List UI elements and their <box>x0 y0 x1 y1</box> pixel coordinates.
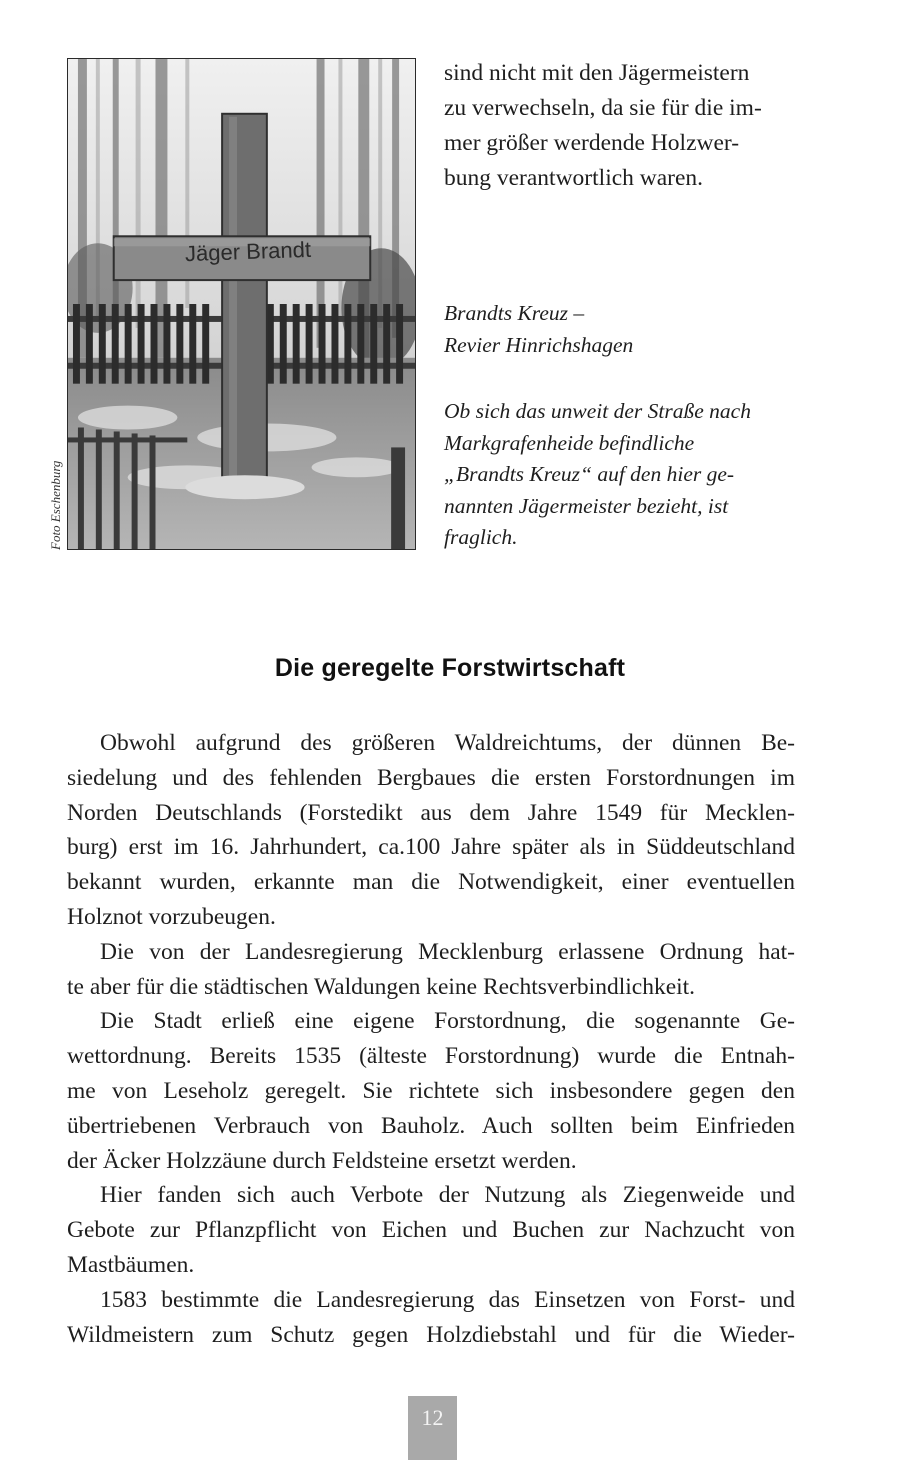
cross-photo-image <box>68 59 415 549</box>
caption-body-line: nannten Jägermeister bezieht, ist <box>444 493 729 518</box>
caption-title <box>444 298 804 361</box>
caption-body-line: Markgrafenheide befindliche <box>444 430 695 455</box>
body-text <box>67 726 795 1352</box>
text-line: Die von der Landesregierung Mecklenburg erlassene Ordnung hat- <box>100 938 795 965</box>
caption-body-line: Ob sich das unweit der Straße nach <box>444 399 751 423</box>
side-text-line: mer größer werdende Holzwer- <box>444 130 740 156</box>
text-line: Mastbäumen. <box>67 1251 195 1278</box>
text-line: 1583 bestimmte die Landesregierung das Einsetzen von Forst- und <box>100 1286 795 1313</box>
text-line: bekannt wurden, erkannte man die Notwendigkeit, einer eventuellen <box>67 869 795 896</box>
text-line: übertriebenen Verbrauch von Bauholz. Auch sollten beim Einfrieden <box>67 1112 795 1139</box>
caption-body <box>444 396 804 554</box>
text-line: me von Leseholz geregelt. Sie richtete sich insbesondere gegen den <box>67 1077 795 1104</box>
caption-body-line: „Brandts Kreuz“ auf den hier ge- <box>444 462 735 486</box>
text-line: Holznot vorzubeugen. <box>67 903 276 930</box>
text-line: der Äcker Holzzäune durch Feldsteine ersetzt werden. <box>67 1147 577 1174</box>
text-line: siedelung und des fehlenden Bergbaues die ersten Forstordnungen im <box>67 764 795 791</box>
paragraph <box>67 1178 795 1282</box>
paragraph <box>67 935 795 1005</box>
text-line: burg) erst im 16. Jahrhundert, ca.100 Jahre später als in Süddeutschland <box>67 834 795 861</box>
side-text <box>444 56 799 196</box>
page-number: 12 <box>408 1396 457 1460</box>
side-text-line: zu verwechseln, da sie für die im- <box>444 95 762 121</box>
text-line: Norden Deutschlands (Forstedikt aus dem Jahre 1549 für Mecklen- <box>67 799 795 826</box>
paragraph <box>67 1283 795 1353</box>
side-text-line: bung verantwortlich waren. <box>444 165 704 191</box>
paragraph <box>67 1004 795 1178</box>
cross-sign-text: Jäger Brandt <box>184 236 312 267</box>
text-line: te aber für die städtischen Waldungen keine Rechtsverbindlichkeit. <box>67 973 696 1000</box>
caption-body-line: fraglich. <box>444 525 518 549</box>
caption-title-line: Brandts Kreuz – <box>444 301 585 325</box>
section-heading: Die geregelte Forstwirtschaft <box>274 654 626 682</box>
text-line: Gebote zur Pflanzpflicht von Eichen und Buchen zur Nachzucht von <box>67 1217 795 1244</box>
text-line: Die Stadt erließ eine eigene Forstordnung, die sogenannte Ge- <box>100 1008 795 1035</box>
photo-credit: Foto Eschenburg <box>48 460 63 550</box>
caption-title-line: Revier Hinrichshagen <box>444 332 634 357</box>
text-line: Wildmeistern zum Schutz gegen Holzdiebstahl und für die Wieder- <box>67 1321 795 1348</box>
paragraph <box>67 726 795 935</box>
text-line: Obwohl aufgrund des größeren Waldreichtums, der dünnen Be- <box>100 730 795 756</box>
text-line: wettordnung. Bereits 1535 (älteste Forstordnung) wurde die Entnah- <box>67 1043 795 1070</box>
text-line: Hier fanden sich auch Verbote der Nutzung als Ziegenweide und <box>100 1182 795 1209</box>
cross-photo <box>67 58 416 550</box>
side-text-line: sind nicht mit den Jägermeistern <box>444 60 750 86</box>
